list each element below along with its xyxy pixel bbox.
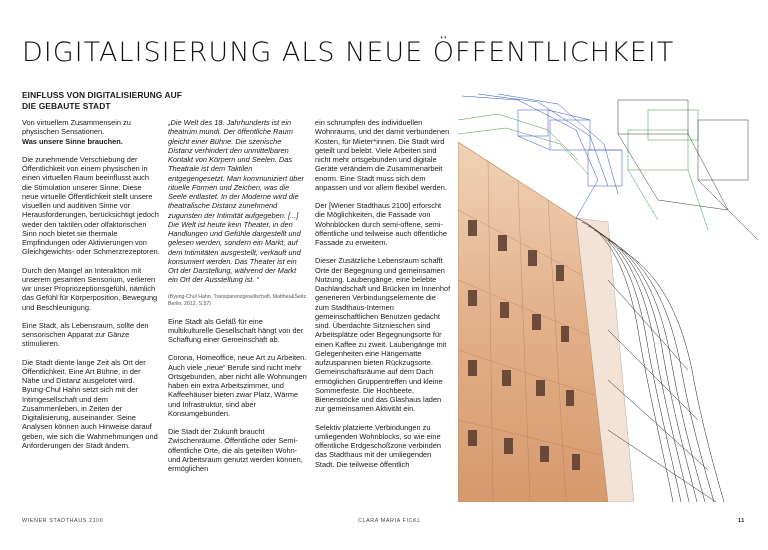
subheading: EINFLUSS VON DIGITALISIERUNG AUF DIE GEBAUTE STADT bbox=[22, 90, 183, 111]
paragraph: Der [Wiener Stadthaus 2100] erforscht die Möglichkeiten, die Fassade von Wohnblöcken durch semi-offene, semi-öffentliche und teilweise auch öffentliche Fassade zu erweitern. bbox=[315, 201, 448, 247]
wireframe-building-illustration bbox=[458, 90, 768, 502]
text-column-2 bbox=[168, 118, 308, 482]
text-column-1 bbox=[22, 118, 160, 459]
page-title: DIGITALISIERUNG ALS NEUE ÖFFENTLICHKEIT bbox=[22, 37, 675, 68]
paragraph: Durch den Mangel an Interaktion mit unserem gesamten Sensorium, verlieren wir unser Propriozeptionsgefühl, nämlich das Gefühl für Körperposition, Bewegung und Beschleunigung. bbox=[22, 265, 158, 312]
quote-block: „Die Welt des 18. Jahrhunderts ist ein theatrum mundi. Der öffentliche Raum gleicht einer Bühne. Die szenische Distanz verhindert den unmittelbaren Kontakt von Körpern und Seelen. Das Theatrale ist dem Taktilen entgegengesetzt. Man kommuniziert über rituelle Formen und Zeichen, was die Seele entlastet. In der Moderne wird die theatralische Distanz zunehmend zugunsten der Intimität aufgegeben. [...] Die Welt ist heute kein Theater, in den Handlungen und Gefühle dargestellt und gelesen werden, sondern ein Markt, auf dem Intimitäten ausgestellt, verkauft und konsumiert werden. Das Theater ist ein Ort der Darstellung, während der Markt ein Ort der Ausstellung ist. “ bbox=[168, 118, 304, 285]
paragraph: Die Stadt diente lange Zeit als Ort der Öffentlichkeit. Eine Art Bühne, in der Nähe und Distanz ausgelotet wird. Byung-Chul Hahn setzt sich mit der Intimgesellschaft und dem Zusammenleben, in Zeiten der Digitalisierung, auseinander. Seine Analysen können auch Hinweise darauf geben, wie sich die Wahrnehmungen und Anforderungen der Stadt ändern. bbox=[22, 357, 158, 450]
footer-author: CLARA MARIA FICKL bbox=[358, 518, 421, 524]
paragraph: Corona, Homeoffice, neue Art zu Arbeiten. Auch viele „neue“ Berufe sind nicht mehr Ortsgebunden, aber nicht alle Wohnungen haben ein extra Arbeitszimmer, und Kaffeehäuser bieten zwar Platz, Wärme und Infrastruktur, sind aber Konsumgebunden. bbox=[168, 353, 307, 418]
paragraph: Die Stadt der Zukunft braucht Zwischenräume. Öffentliche oder Semi-öffentliche Orte, die als geteilten Wohn- und Arbeitsraum genutzt werden können, ermöglichen bbox=[168, 427, 303, 473]
intro-text: Von virtuellem Zusammensein zu physischen Sensationen. bbox=[22, 118, 131, 137]
paragraph: ein schrumpfen des individuellen Wohnraums, und der damit verbundenen Kosten, für Mieter*innen. Die Stadt wird geteilt und belebt. Viele Arbeiten sind nicht mehr ortsgebunden und digitale Geräte verändern die Zusammenarbeit enorm. Eine Stadt muss sich dem anpassen und vor allem flexibel werden. bbox=[315, 118, 450, 192]
page-number: 11 bbox=[738, 518, 745, 524]
footer-project-title: WIENER STADTHAUS 2100 bbox=[22, 518, 104, 524]
paragraph: Dieser Zusätzliche Lebensraum schafft Orte der Begegnung und gemeinsamen Nutzung. Laubengänge, eine belebte Dachlandschaft und Brücken im Innenhof generieren Verbindungselemente die zum Stadthaus-Internen gemeinschaftlichen Benutzen gedacht sind. Überdachte Sitznieschen sind Arbeitsplätze oder Begegnungsorte für einen Kaffee zu zweit. Laubengänge mit Gelegenheiten eine Hängematte aufzuspannen bieten Rückzugsorte. Gemeinschaftsräume auf dem Dach ermöglichen Gruppentreffen und kleine Sommerfeste. Die Hochbeete, Bienenstöcke und das Glashaus laden zur gemeinsamen Aktivität ein. bbox=[315, 256, 451, 414]
intro-bold-text: Was unsere Sinne brauchen. bbox=[22, 136, 123, 146]
text-column-3 bbox=[315, 118, 451, 478]
paragraph: Die zunehmende Verschiebung der Öffentlichkeit von einem physischen in einen virtuellen Raum beeinflusst auch die Stimulation unserer Sinne. Diese neue virtuelle Öffentlichkeit stellt unsere visuellen und auditiven Sinne vor Herausforderungen, berücksichtigt jedoch weder den taktilen oder olfaktorischen Sinn noch bietet sie thermale Empfindungen oder Aktivierungen von Gleichgewichts- oder Schmerzrezeptoren. bbox=[22, 154, 160, 257]
paragraph: Eine Stadt als Gefäß für eine multikulturelle Gesellschaft hängt von der Schaffung einer Gemeinschaft ab. bbox=[168, 316, 304, 344]
paragraph: Selektiv platzierte Verbindungen zu umliegenden Wohnblocks, so wie eine öffentliche Erdgeschoßzone verbinden das Stadthaus mit der umliegenden Stadt. Die teilweise öffentlich bbox=[315, 422, 441, 469]
paragraph: Eine Stadt, als Lebensraum, sollte den sensorischen Apparat zur Gänze stimulieren. bbox=[22, 320, 149, 349]
intro-paragraph bbox=[22, 118, 160, 146]
citation: (Byung-Chul Hahn, Transparenzgesellschaft, Matthes&Seitz Berlin, 2012, S.57) bbox=[168, 293, 307, 307]
